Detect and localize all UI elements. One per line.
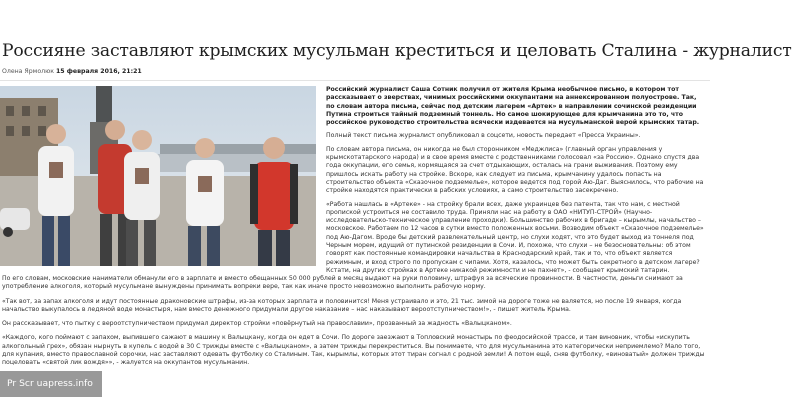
photo-credit: Pr Scr uapress.info xyxy=(0,371,102,397)
photo-illustration xyxy=(0,86,316,266)
article-paragraph: Полный текст письма журналист опубликовал в соцсети, новость передает «Пресса Украины». xyxy=(326,132,641,140)
article-photo xyxy=(0,86,316,266)
article-paragraph: «Так вот, за запах алкоголя и идут постоянные драконовские штрафы, из-за которых зарплата и половинится! Меня устраивало и это, 21 тыс. зимой на дороге тоже не валяется, но после 19 января, когда начальство выкупалось в ледяной воде монастыря, нам вместо денежного придумали другое наказание – нас наказывают вероотступничеством!», - пишет житель Крыма. xyxy=(2,297,682,313)
article-paragraph: «Работа нашлась в «Артеке» - на стройку брали всех, даже украинцев без патента, так что нам, с местной пропиской устроиться не составило труда. Приняли нас на работу в ОАО «НИТУП-СТРОЙ» (Научно-исследовательско-техническое управление проходки). Большинство рабочих в бригаде – кырымлы, начальство – московское. Работаем по 12 часов в сутки вместо положенных восьми. Возводим объект «Сказочное подземелье» под Аю-Дагом. Вроде бы детский развлекательный центр, но слухи ходят, что это будет выход из тоннеля под Черным морем, идущий от путинской резиденции в Сочи. И, похоже, что слухи – не безосновательны: об этом говорят как постоянные командировки начальства в Краснодарский край, так и то, что объект является режимным, и вход строго по пропускам с чипами. Хотя, казалось, что может быть секретного в детском лагере? Кстати, на других стройках в Артеке никакой режимности и не пахнет», - сообщает крымский татарин. xyxy=(326,200,704,274)
header-divider xyxy=(0,80,710,81)
article-paragraph: По его словам, московские наниматели обманули его в зарплате и вместо обещанных 50 000 рублей в месяц выдают на руки половину, штрафуя за всяческие провинности. В частности, деньги снимают за употребление алкоголя, который мусульмане вынуждены принимать вопреки вере, так как иначе просто невозможно выполнить рабочую норму. xyxy=(2,275,683,291)
article-paragraph: Он рассказывает, что пытку с вероотступничеством придумал директор стройки «повёрнутый на православии», прозванный за жадность «Валыцканом». xyxy=(2,320,512,328)
article-body xyxy=(2,275,706,374)
publish-date: 15 февраля 2016, 21:21 xyxy=(56,68,142,75)
article-meta xyxy=(2,68,142,75)
article-headline: Россияне заставляют крымских мусульман креститься и целовать Сталина - журналист xyxy=(2,41,792,61)
article-lead: Российский журналист Саша Сотник получил от жителя Крыма необычное письмо, в котором тот рассказывает о зверствах, чинимых российскими оккупантами на аннексированном полуострове. Так, по словам автора письма, сейчас под детским лагерем «Артек» в направлении сочинской резиденции Путина строиться тайный подземный тоннель. Но самое шокирующее для крымчанина это то, что российское руководство строительства всячески издевается на мусульманской верой крымских татар. xyxy=(326,86,700,127)
article-right-column xyxy=(326,86,706,280)
article-paragraph: По словам автора письма, он никогда не был сторонником «Меджлиса» (главный орган управления у крымскотатарского народа) и в свое время вместе с родственниками голосовал «за Россию». Однако спустя два года оккупации, его семья, кормящаяся за счет отдыхающих, осталась на грани выживания. Поэтому ему пришлось искать работу на стройке. Вскоре, как следует из письма, крымчанину удалось попасть на строительство объекта «Сказочное подземелье», которое ведется под горой Аю-Даг. Выяснилось, что рабочие на стройке находятся практически в рабских условиях, а само строительство засекречено. xyxy=(326,145,704,195)
article-paragraph: «Каждого, кого поймают с запахом, выпившего сажают в машину к Валыцкану, когда он едет в Сочи. По дороге заезжают в Топловский монастырь по феодосийской трассе, и там виновник, чтобы «искупить алкогольный грех», обязан нырнуть в купель с водой в 30 С трижды вместе с «Валыцканом», а затем трижды перекреститься. Вы понимаете, что для мусульманина это категорически неприемлемо? Мало того, для купания, вместо православной сорочки, нас заставляют одевать футболку со Сталиным. Так, кырымлы, которых этот тиран согнал с родной земли! А потом ещё, сняв футболку, «виноватый» должен трижды поцеловать «святой лик вождя»», - жалуется на оккупантов мусульманин. xyxy=(2,334,705,367)
author-name[interactable]: Олена Ярмолюк xyxy=(2,68,55,75)
